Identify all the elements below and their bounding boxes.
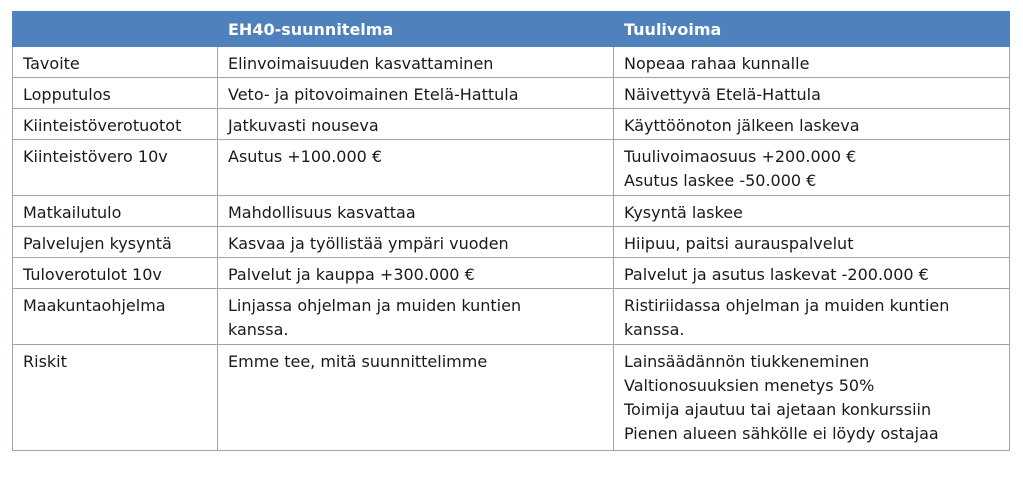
tuulivoima-cell-line: Ristiriidassa ohjelman ja muiden kuntien bbox=[624, 296, 950, 315]
eh40-cell bbox=[218, 196, 614, 227]
tuulivoima-cell-line: Palvelut ja asutus laskevat -200.000 € bbox=[624, 265, 929, 284]
eh40-cell-line: Mahdollisuus kasvattaa bbox=[228, 203, 416, 222]
tuulivoima-cell-line: Pienen alueen sähkölle ei löydy ostajaa bbox=[624, 424, 939, 443]
row-label: Tavoite bbox=[13, 47, 218, 78]
eh40-cell bbox=[218, 47, 614, 78]
tuulivoima-cell-line: Lainsäädännön tiukkeneminen bbox=[624, 352, 870, 371]
tuulivoima-cell bbox=[614, 196, 1010, 227]
row-label: Matkailutulo bbox=[13, 196, 218, 227]
table-row bbox=[13, 289, 1010, 345]
tuulivoima-cell-line: Näivettyvä Etelä-Hattula bbox=[624, 85, 821, 104]
eh40-cell-line: Jatkuvasti nouseva bbox=[228, 116, 379, 135]
header-tuulivoima: Tuulivoima bbox=[614, 12, 1010, 47]
eh40-cell bbox=[218, 345, 614, 451]
eh40-cell-line: Palvelut ja kauppa +300.000 € bbox=[228, 265, 475, 284]
table-row bbox=[13, 78, 1010, 109]
tuulivoima-cell-line: Käyttöönoton jälkeen laskeva bbox=[624, 116, 860, 135]
tuulivoima-cell bbox=[614, 227, 1010, 258]
tuulivoima-cell-line: Tuulivoimaosuus +200.000 € bbox=[624, 147, 857, 166]
eh40-cell-line: Kasvaa ja työllistää ympäri vuoden bbox=[228, 234, 509, 253]
eh40-cell bbox=[218, 140, 614, 196]
eh40-cell bbox=[218, 109, 614, 140]
tuulivoima-cell-line: Hiipuu, paitsi aurauspalvelut bbox=[624, 234, 854, 253]
header-eh40: EH40-suunnitelma bbox=[218, 12, 614, 47]
tuulivoima-cell bbox=[614, 47, 1010, 78]
tuulivoima-cell-line: Toimija ajautuu tai ajetaan konkurssiin bbox=[624, 400, 932, 419]
header-empty-cell bbox=[13, 12, 218, 47]
tuulivoima-cell bbox=[614, 140, 1010, 196]
tuulivoima-cell bbox=[614, 289, 1010, 345]
eh40-cell-line: kanssa. bbox=[228, 320, 289, 339]
tuulivoima-cell-line: Nopeaa rahaa kunnalle bbox=[624, 54, 810, 73]
tuulivoima-cell bbox=[614, 345, 1010, 451]
row-label: Kiinteistövero 10v bbox=[13, 140, 218, 196]
table-row bbox=[13, 258, 1010, 289]
tuulivoima-cell-line: Kysyntä laskee bbox=[624, 203, 743, 222]
tuulivoima-cell-line: kanssa. bbox=[624, 320, 685, 339]
table-row bbox=[13, 109, 1010, 140]
row-label: Maakuntaohjelma bbox=[13, 289, 218, 345]
comparison-table bbox=[12, 11, 1010, 451]
table-row bbox=[13, 345, 1010, 451]
eh40-cell-line: Emme tee, mitä suunnittelimme bbox=[228, 352, 488, 371]
tuulivoima-cell bbox=[614, 109, 1010, 140]
eh40-cell bbox=[218, 78, 614, 109]
tuulivoima-cell bbox=[614, 258, 1010, 289]
eh40-cell bbox=[218, 289, 614, 345]
eh40-cell bbox=[218, 227, 614, 258]
tuulivoima-cell bbox=[614, 78, 1010, 109]
tuulivoima-cell-line: Valtionosuuksien menetys 50% bbox=[624, 376, 875, 395]
eh40-cell-line: Veto- ja pitovoimainen Etelä-Hattula bbox=[228, 85, 519, 104]
eh40-cell-line: Elinvoimaisuuden kasvattaminen bbox=[228, 54, 494, 73]
row-label: Lopputulos bbox=[13, 78, 218, 109]
table-row bbox=[13, 140, 1010, 196]
table-row bbox=[13, 196, 1010, 227]
tuulivoima-cell-line: Asutus laskee -50.000 € bbox=[624, 171, 817, 190]
table-row bbox=[13, 227, 1010, 258]
table-row bbox=[13, 47, 1010, 78]
row-label: Riskit bbox=[13, 345, 218, 451]
row-label: Palvelujen kysyntä bbox=[13, 227, 218, 258]
row-label: Tuloverotulot 10v bbox=[13, 258, 218, 289]
eh40-cell bbox=[218, 258, 614, 289]
row-label: Kiinteistöverotuotot bbox=[13, 109, 218, 140]
header-row bbox=[13, 12, 1010, 47]
eh40-cell-line: Linjassa ohjelman ja muiden kuntien bbox=[228, 296, 522, 315]
eh40-cell-line: Asutus +100.000 € bbox=[228, 147, 383, 166]
